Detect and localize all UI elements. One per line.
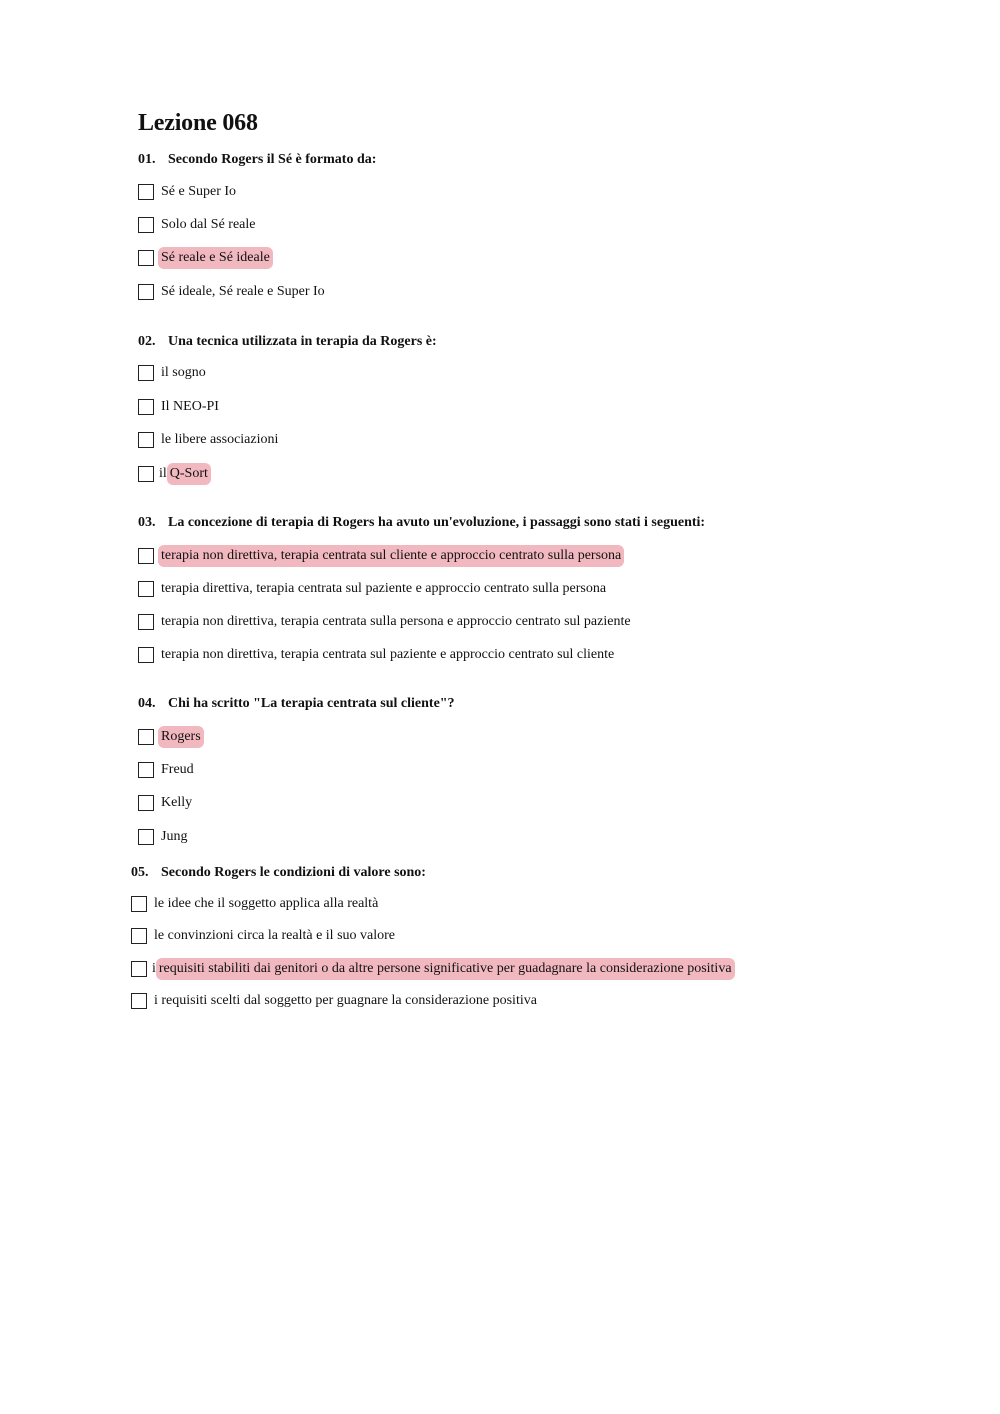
- option-03-a[interactable]: [138, 545, 624, 567]
- checkbox[interactable]: [131, 928, 147, 944]
- option-label: il sogno: [161, 365, 206, 380]
- question-number: 04.: [138, 696, 156, 711]
- checkbox[interactable]: [138, 729, 154, 745]
- option-05-c[interactable]: [131, 958, 735, 980]
- question-01: [138, 152, 376, 168]
- checkbox[interactable]: [131, 961, 147, 977]
- option-prefix: il: [159, 466, 167, 481]
- option-02-b[interactable]: [138, 396, 222, 418]
- checkbox[interactable]: [138, 365, 154, 381]
- checkbox[interactable]: [131, 993, 147, 1009]
- question-text: Chi ha scritto "La terapia centrata sul cliente"?: [168, 696, 455, 711]
- option-label: le convinzioni circa la realtà e il suo valore: [154, 928, 396, 943]
- option-04-b[interactable]: [138, 759, 197, 781]
- option-label: terapia non direttiva, terapia centrata sul paziente e approccio centrato sul cliente: [161, 647, 615, 662]
- checkbox[interactable]: [138, 184, 154, 200]
- lesson-title: Lezione 068: [138, 110, 258, 136]
- option-05-a[interactable]: [131, 893, 381, 915]
- checkbox[interactable]: [138, 250, 154, 266]
- option-01-c[interactable]: [138, 247, 273, 269]
- option-04-d[interactable]: [138, 826, 190, 848]
- checkbox[interactable]: [138, 762, 154, 778]
- option-label: Jung: [161, 829, 188, 844]
- checkbox[interactable]: [138, 795, 154, 811]
- checkbox[interactable]: [138, 614, 154, 630]
- option-label: Freud: [161, 762, 194, 777]
- checkbox[interactable]: [138, 548, 154, 564]
- option-label: Il NEO-PI: [161, 399, 219, 414]
- option-label: Solo dal Sé reale: [161, 217, 256, 232]
- checkbox[interactable]: [131, 896, 147, 912]
- option-label-highlighted: Q-Sort: [167, 463, 211, 485]
- option-05-b[interactable]: [131, 925, 398, 947]
- question-text: Una tecnica utilizzata in terapia da Rogers è:: [168, 334, 437, 349]
- checkbox[interactable]: [138, 399, 154, 415]
- option-label: terapia direttiva, terapia centrata sul paziente e approccio centrato sulla persona: [161, 581, 607, 596]
- question-number: 02.: [138, 334, 156, 349]
- option-label-highlighted: terapia non direttiva, terapia centrata sul cliente e approccio centrato sulla persona: [158, 545, 624, 567]
- question-text: Secondo Rogers il Sé è formato da:: [168, 152, 377, 167]
- question-03: [138, 515, 705, 531]
- option-04-c[interactable]: [138, 792, 195, 814]
- question-number: 01.: [138, 152, 156, 167]
- checkbox[interactable]: [138, 217, 154, 233]
- option-02-d[interactable]: [138, 463, 211, 485]
- option-label: le libere associazioni: [161, 432, 279, 447]
- option-01-b[interactable]: [138, 214, 258, 236]
- question-02: [138, 334, 437, 350]
- option-prefix: i: [152, 961, 156, 976]
- question-text: La concezione di terapia di Rogers ha avuto un'evoluzione, i passaggi sono stati i seguenti:: [168, 515, 706, 530]
- question-text: Secondo Rogers le condizioni di valore sono:: [161, 865, 426, 880]
- checkbox[interactable]: [138, 432, 154, 448]
- option-label: Sé e Super Io: [161, 184, 237, 199]
- option-05-d[interactable]: [131, 990, 540, 1012]
- question-04: [138, 696, 455, 712]
- checkbox[interactable]: [138, 581, 154, 597]
- option-label: Kelly: [161, 795, 193, 810]
- option-label: terapia non direttiva, terapia centrata sulla persona e approccio centrato sul paziente: [161, 614, 631, 629]
- question-number: 05.: [131, 865, 149, 880]
- option-01-a[interactable]: [138, 181, 239, 203]
- question-05: [131, 865, 426, 881]
- option-label-highlighted: requisiti stabiliti dai genitori o da altre persone significative per guadagnare la considerazione positiva: [156, 958, 735, 980]
- option-label-highlighted: Rogers: [158, 726, 204, 748]
- checkbox[interactable]: [138, 829, 154, 845]
- option-label: i requisiti scelti dal soggetto per guagnare la considerazione positiva: [154, 993, 537, 1008]
- option-02-a[interactable]: [138, 362, 209, 384]
- checkbox[interactable]: [138, 466, 154, 482]
- checkbox[interactable]: [138, 647, 154, 663]
- checkbox[interactable]: [138, 284, 154, 300]
- option-03-b[interactable]: [138, 578, 609, 600]
- option-04-a[interactable]: [138, 726, 204, 748]
- option-label: Sé ideale, Sé reale e Super Io: [161, 284, 325, 299]
- option-label-highlighted: Sé reale e Sé ideale: [158, 247, 273, 269]
- option-03-c[interactable]: [138, 611, 634, 633]
- option-02-c[interactable]: [138, 429, 281, 451]
- option-label: le idee che il soggetto applica alla realtà: [154, 896, 379, 911]
- option-01-d[interactable]: [138, 281, 328, 303]
- option-03-d[interactable]: [138, 644, 617, 666]
- question-number: 03.: [138, 515, 156, 530]
